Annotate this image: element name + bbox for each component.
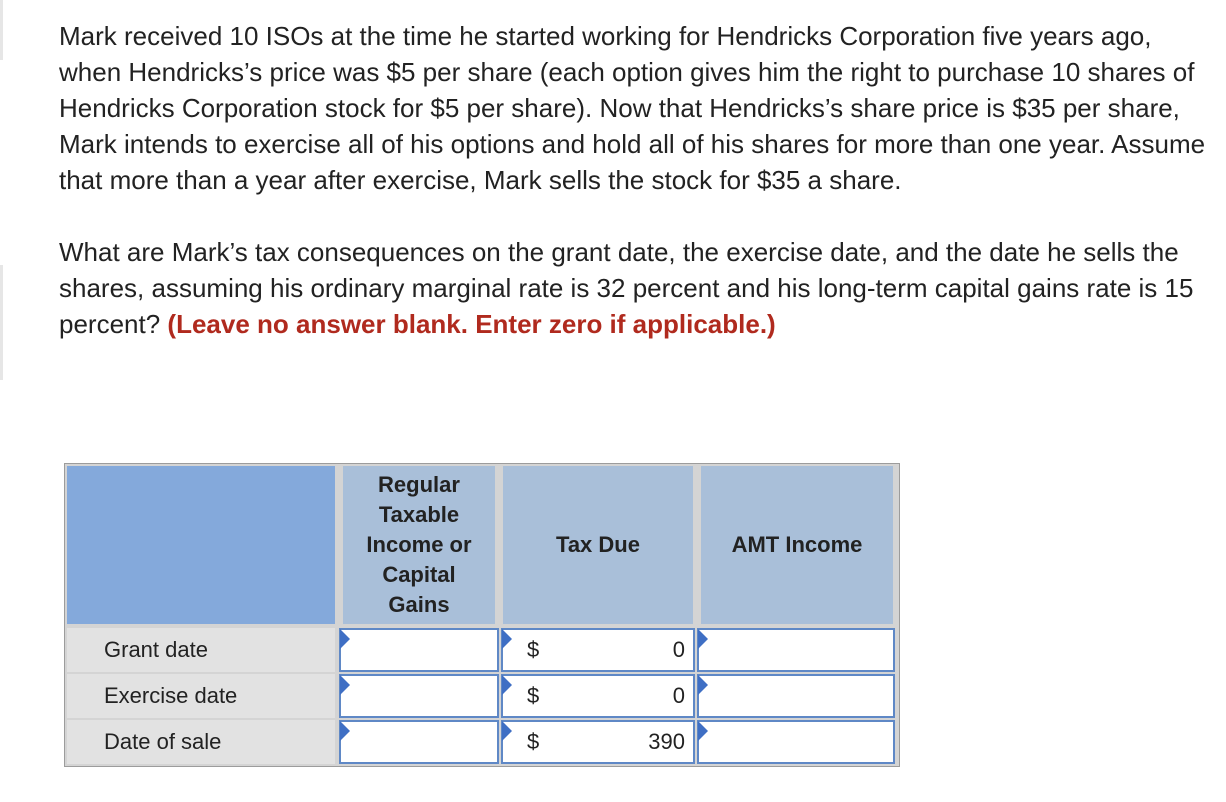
grant-date-amt-income-input[interactable] [697,628,895,672]
date-of-sale-tax-due-input[interactable] [501,720,695,764]
exercise-date-tax-due-input[interactable] [501,674,695,718]
header-blank-cell [67,466,335,624]
dollar-sign: $ [527,637,540,662]
instruction-text: (Leave no answer blank. Enter zero if applicable.) [167,309,776,339]
tax-due-value: 0 [672,637,685,662]
row-label-exercise-date [67,674,335,718]
question-paragraph-2-text: What are Mark’s tax consequences on the grant date, the exercise date, and the date he sells the shares, assuming his ordinary marginal rate is 32 percent and his long-term capital gains rate is 15 percent? [59,237,1194,339]
tax-due-value: 0 [672,683,685,708]
question-text [59,18,1209,342]
row-label-date-of-sale [67,720,335,764]
header-income [343,466,495,624]
row-label-text: Exercise date [104,683,238,708]
row-label-text: Grant date [104,637,208,662]
question-paragraph-1: Mark received 10 ISOs at the time he started working for Hendricks Corporation five years ago, when Hendricks’s price was $5 per share (each option gives him the right to purchase 10 shares of Hendricks Corporation stock for $5 per share). Now that Hendricks’s share price is $35 per share, Mark intends to exercise all of his options and hold all of his shares for more than one year. Assume that more than a year after exercise, Mark sells the stock for $35 a share. [59,21,1206,195]
row-label-grant-date [67,628,335,672]
exercise-date-amt-income-input[interactable] [697,674,895,718]
row-label-text: Date of sale [104,729,222,754]
dollar-sign: $ [527,683,540,708]
header-tax-due [503,466,693,624]
question-paragraph-2 [59,234,1209,342]
header-income-label: Regular Taxable Income or Capital Gains [366,472,472,617]
tax-due-value: 390 [648,729,685,754]
dollar-sign: $ [527,729,540,754]
header-amt-income [701,466,893,624]
header-tax-due-label: Tax Due [556,532,640,557]
header-amt-income-label: AMT Income [731,532,863,557]
date-of-sale-income-input[interactable] [339,720,499,764]
grant-date-tax-due-input[interactable] [501,628,695,672]
exercise-date-income-input[interactable] [339,674,499,718]
date-of-sale-amt-income-input[interactable] [697,720,895,764]
answer-table [64,463,900,767]
grant-date-income-input[interactable] [339,628,499,672]
